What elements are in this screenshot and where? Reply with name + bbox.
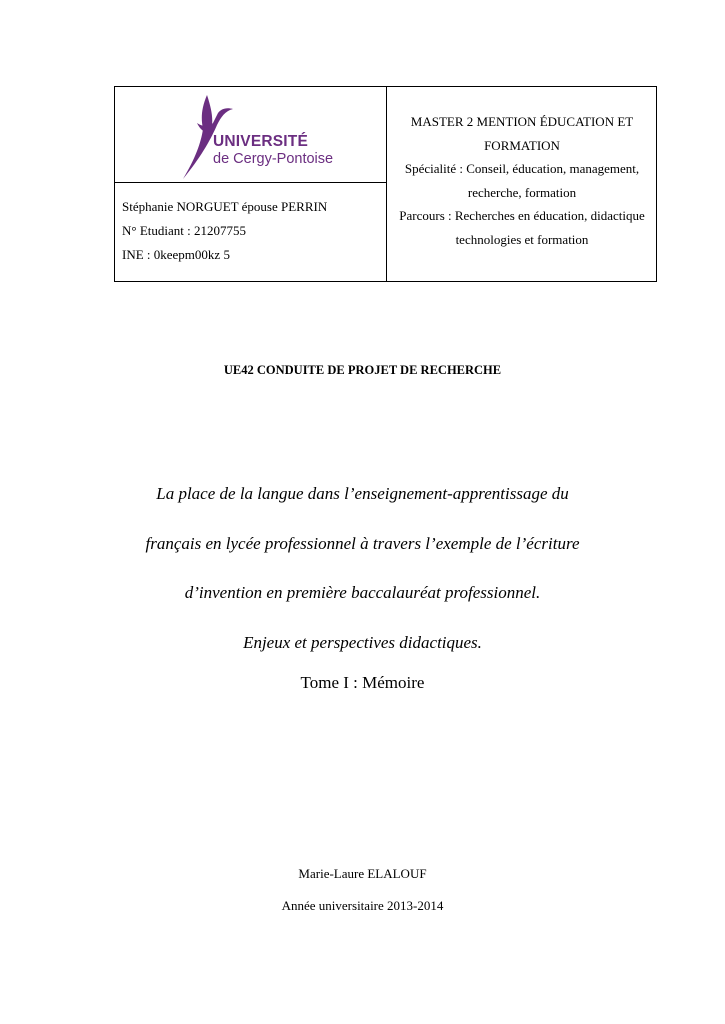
program-line-6: technologies et formation	[455, 231, 589, 247]
title-line-3: d’invention en première baccalauréat professionnel.	[184, 583, 541, 602]
program-line-3: Spécialité : Conseil, éducation, management,	[404, 161, 640, 176]
student-info	[122, 195, 327, 267]
program-line-4: recherche, formation	[467, 184, 577, 200]
academic-year: Année universitaire 2013-2014	[281, 898, 444, 913]
student-name: Stéphanie NORGUET épouse PERRIN	[122, 199, 328, 214]
tome-label: Tome I : Mémoire	[300, 673, 425, 692]
program-info	[387, 110, 657, 251]
university-logo	[177, 93, 334, 181]
program-line-1: MASTER 2 MENTION ÉDUCATION ET	[410, 114, 634, 129]
program-line-5: Parcours : Recherches en éducation, didactique	[399, 208, 645, 223]
header-box	[114, 86, 657, 282]
supervisor-name: Marie-Laure ELALOUF	[298, 866, 427, 881]
program-line-2: FORMATION	[484, 137, 560, 153]
header-row-divider	[115, 182, 386, 183]
student-number: N° Etudiant : 21207755	[122, 223, 246, 238]
student-ine: INE : 0keepm00kz 5	[122, 247, 230, 262]
title-line-2: français en lycée professionnel à travers l’exemple de l’écriture	[145, 533, 580, 553]
title-line-1: La place de la langue dans l’enseignement-apprentissage du	[156, 484, 569, 503]
logo-location-text: de Cergy-Pontoise	[213, 151, 334, 167]
logo-university-text: UNIVERSITÉ	[213, 133, 309, 150]
title-line-4: Enjeux et perspectives didactiques.	[243, 632, 482, 652]
course-heading: UE42 CONDUITE DE PROJET DE RECHERCHE	[223, 363, 502, 377]
thesis-title	[0, 469, 725, 667]
